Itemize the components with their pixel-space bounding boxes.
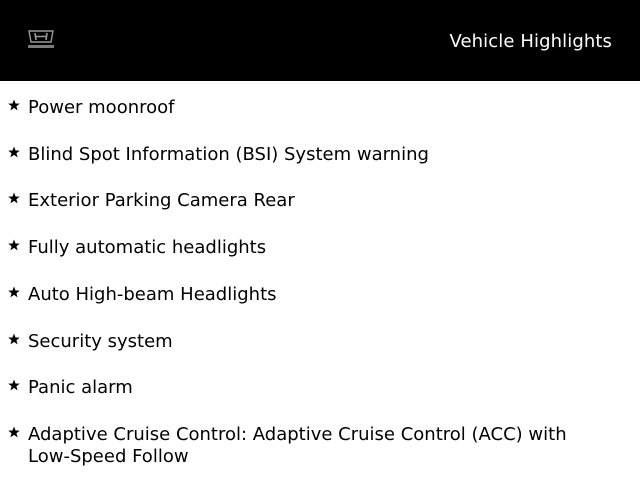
- star-icon: [8, 239, 20, 251]
- honda-logo-icon: [26, 29, 56, 51]
- page-title: Vehicle Highlights: [449, 31, 612, 52]
- highlight-label: Exterior Parking Camera Rear: [28, 190, 295, 211]
- highlight-label: Panic alarm: [28, 377, 133, 398]
- star-icon: [8, 99, 20, 111]
- star-icon: [8, 286, 20, 298]
- highlight-label: Fully automatic headlights: [28, 237, 267, 258]
- star-icon: [8, 379, 20, 391]
- highlight-label: Power moonroof: [28, 97, 175, 118]
- star-icon: [8, 333, 20, 345]
- highlight-label: Adaptive Cruise Control: Adaptive Cruise Control (ACC) with Low-Speed Follow: [28, 424, 567, 467]
- star-icon: [8, 146, 20, 158]
- page-header: [0, 0, 640, 81]
- highlight-label: Blind Spot Information (BSI) System warning: [28, 144, 429, 165]
- highlight-label: Auto High-beam Headlights: [28, 284, 277, 305]
- highlight-label: Security system: [28, 331, 173, 352]
- star-icon: [8, 192, 20, 204]
- star-icon: [8, 426, 20, 438]
